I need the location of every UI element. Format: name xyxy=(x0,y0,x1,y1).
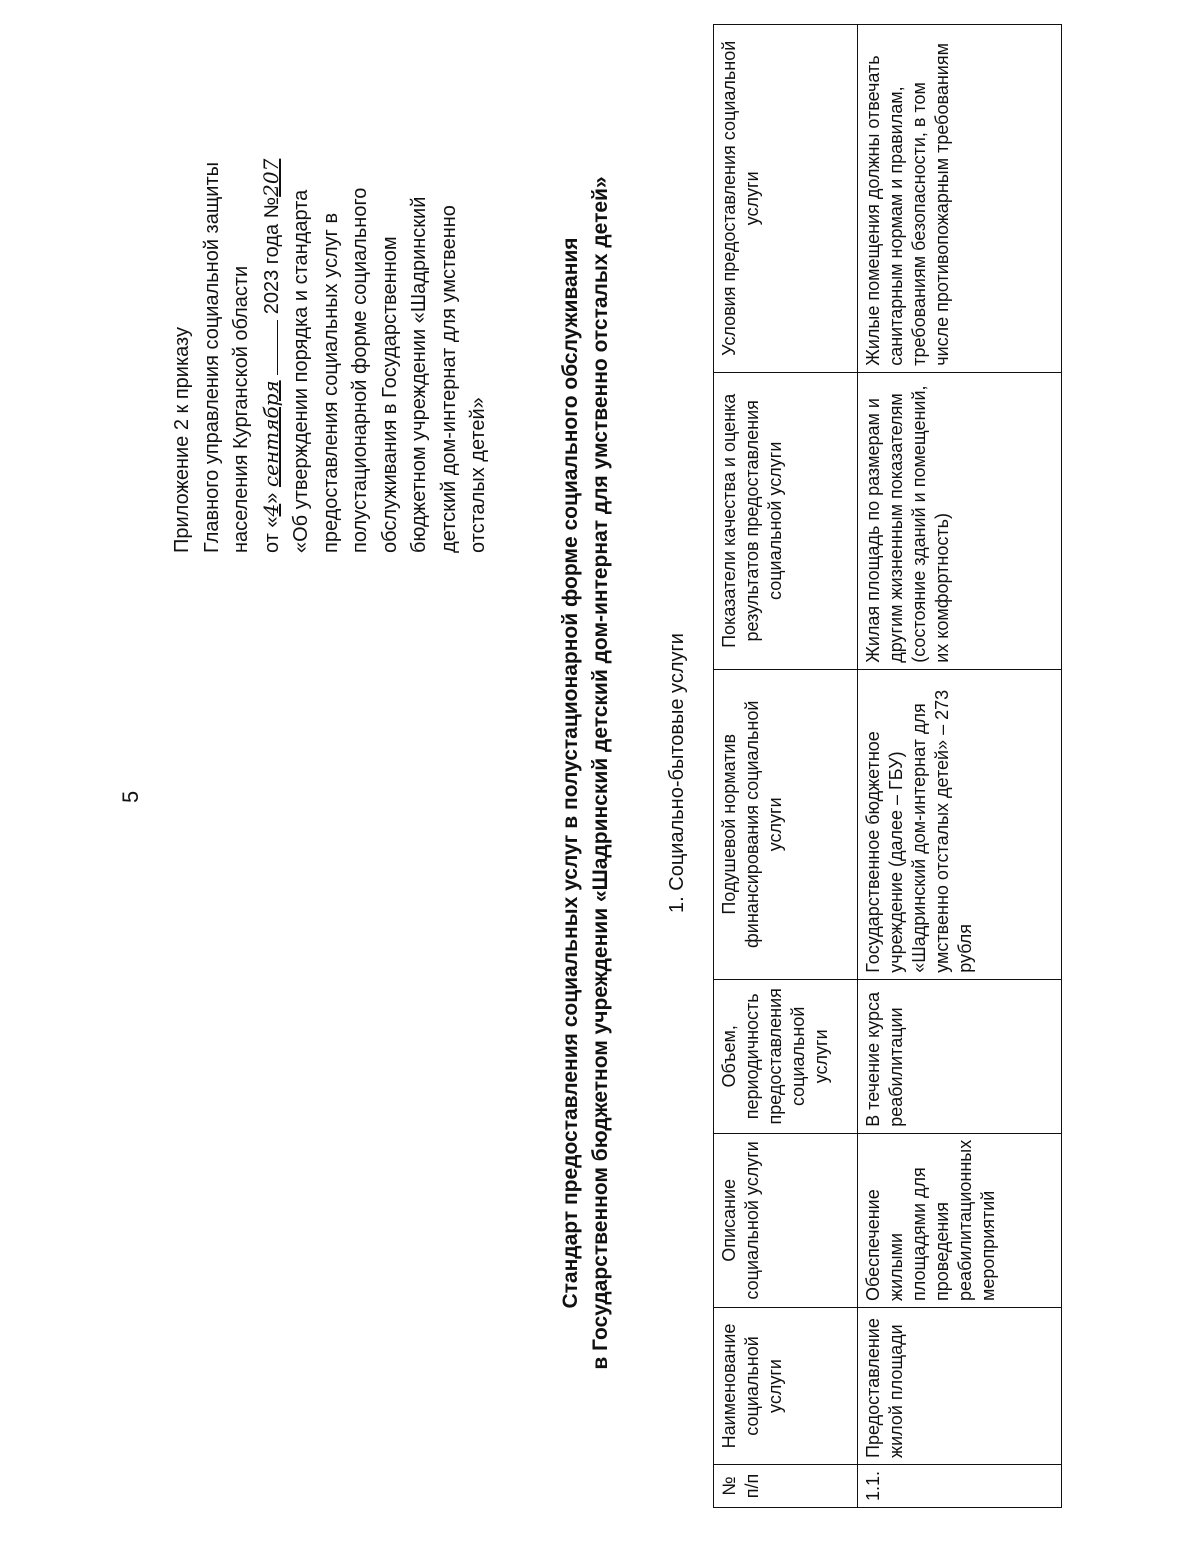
cell-service-name: Предоставление жилой площади xyxy=(858,1307,1062,1464)
annex-line: Главного управления социальной защиты xyxy=(200,161,223,553)
header-quality: Показатели качества и оценка результатов предоставления социальной услуги xyxy=(714,372,858,669)
annex-date-line xyxy=(257,33,288,553)
handwritten-month: сентября xyxy=(258,380,283,488)
header-volume: Объем, периодичность предоставления социальной услуги xyxy=(714,979,858,1133)
handwritten-number: 207 xyxy=(258,158,283,197)
header-description: Описание социальной услуги xyxy=(714,1133,858,1307)
handwritten-day: 4 xyxy=(258,503,283,517)
annex-line: населения Курганской области xyxy=(230,265,252,553)
header-number: № п/п xyxy=(714,1464,858,1507)
header-conditions: Условия предоставления социальной услуги xyxy=(714,24,858,372)
cell-volume: В течение курса реабилитации xyxy=(858,979,1062,1133)
table-row xyxy=(858,24,1062,1507)
annex-subject-line: предоставления социальных услуг в xyxy=(319,212,342,553)
blank-underline xyxy=(276,320,278,375)
date-prefix: от « xyxy=(260,516,283,553)
annex-subject-line: «Об утверждении порядка и стандарта xyxy=(290,189,312,553)
annex-subject-line: обслуживания в Государственном xyxy=(378,236,401,553)
cell-description: Обеспечение жилыми площадями для проведения реабилитационных мероприятий xyxy=(858,1133,1062,1307)
header-financing: Подушевой норматив финансирования социальной услуги xyxy=(714,669,858,979)
cell-conditions: Жилые помещения должны отвечать санитарным нормам и правилам, требованиям безопасности, в том числе противопожарным требованиям xyxy=(858,24,1062,372)
standard-table xyxy=(713,24,1062,1508)
annex-subject-line: бюджетном учреждении «Шадринский xyxy=(408,196,430,553)
section-title: 1. Социально-бытовые услуги xyxy=(666,633,688,913)
page-number: 5 xyxy=(118,790,143,803)
date-year: 2023 года № xyxy=(260,196,283,315)
annex-line: Приложение 2 к приказу xyxy=(171,326,193,553)
table-header-row xyxy=(714,24,858,1507)
annex-header xyxy=(168,33,494,553)
date-mid: » xyxy=(260,492,283,504)
annex-subject-line: отсталых детей» xyxy=(467,397,489,553)
header-service-name: Наименование социальной услуги xyxy=(714,1307,858,1464)
annex-subject-line: полустационарной форме социального xyxy=(349,187,371,553)
cell-number: 1.1. xyxy=(858,1464,1062,1507)
document-title xyxy=(556,23,616,1523)
annex-subject-line: детский дом-интернат для умственно xyxy=(437,205,460,553)
cell-financing: Государственное бюджетное учреждение (далее – ГБУ) «Шадринский дом-интернат для умственно отсталых детей» – 273 рубля xyxy=(858,669,1062,979)
title-line: в Государственном бюджетном учреждении «Шадринский детский дом-интернат для умственно отсталых детей» xyxy=(589,176,612,1370)
title-line: Стандарт предоставления социальных услуг в полустационарной форме социального обслуживания xyxy=(559,237,582,1309)
cell-quality: Жилая площадь по размерам и другим жизненным показателям (состояние зданий и помещений, их комфортность) xyxy=(858,372,1062,669)
